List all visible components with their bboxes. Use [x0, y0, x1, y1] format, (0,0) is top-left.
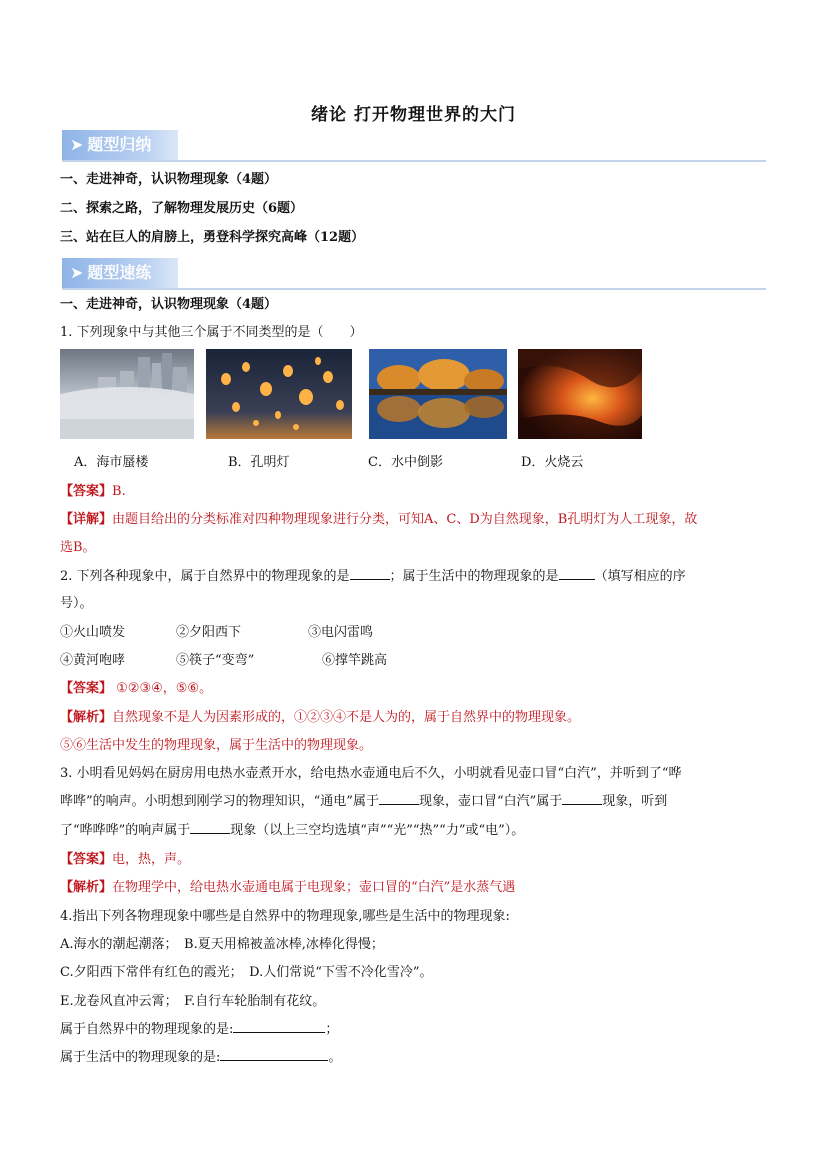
q1-detail-cont: 选B。	[60, 540, 96, 555]
option-a: A．海市蜃楼	[74, 455, 149, 470]
detail-text: 由题目给出的分类标准对四种物理现象进行分类，可知A、C、D为自然现象，B孔明灯为人工现象，故	[112, 512, 698, 527]
section-banner-practice	[62, 258, 178, 288]
mirage-icon	[60, 349, 194, 439]
banner-label: 题型归纳	[87, 135, 152, 154]
item-4: ④黄河咆哮	[60, 653, 126, 668]
stem-text: ；属于生活中的物理现象的是	[389, 569, 559, 584]
outline-item-2: 二、探索之路，了解物理发展历史（6题）	[60, 201, 304, 216]
q1-answer	[60, 480, 126, 499]
answer-blank[interactable]	[350, 567, 390, 580]
option-d: D．火烧云	[521, 455, 584, 470]
question-3-line-2	[60, 790, 667, 809]
divider	[62, 288, 766, 290]
fill-end: 。	[328, 1050, 342, 1065]
question-4-fill-1	[60, 1018, 338, 1037]
detail-tag: 【详解】	[60, 512, 113, 527]
fill-label: 属于生活中的物理现象的是:	[60, 1050, 221, 1065]
item-2: ②夕阳西下	[176, 625, 242, 640]
stem-text: （填写相应的序	[594, 569, 686, 584]
option-c: C．水中倒影	[368, 455, 443, 470]
item-6: ⑥撑竿跳高	[322, 653, 388, 668]
answer-tag: 【答案】	[60, 852, 113, 867]
answer-text: B.	[112, 484, 126, 499]
option-b: B．孔明灯	[228, 455, 290, 470]
question-4-items-ef: E.龙卷风直冲云霄； F.自行车轮胎制有花纹。	[60, 994, 326, 1009]
question-2-stem	[60, 565, 686, 584]
section-banner-summary	[62, 130, 178, 160]
fill-label: 属于自然界中的物理现象的是:	[60, 1022, 234, 1037]
answer-blank[interactable]	[190, 821, 230, 834]
analysis-tag: 【解析】	[60, 710, 113, 725]
outline-item-1: 一、走进神奇，认识物理现象（4题）	[60, 172, 278, 187]
arrow-right-icon: ➤	[70, 135, 84, 154]
answer-blank[interactable]	[220, 1048, 328, 1061]
q3-analysis	[60, 876, 515, 895]
answer-blank[interactable]	[559, 567, 595, 580]
stem-text: 现象（以上三空均选填“声”“光”“热”“力”或“电”）。	[230, 823, 525, 838]
item-5: ⑤筷子“变弯”	[176, 653, 255, 668]
question-1-stem: 1. 下列现象中与其他三个属于不同类型的是（ ）	[60, 325, 363, 340]
lanterns-icon	[206, 349, 352, 439]
q1-detail	[60, 508, 697, 527]
question-4-fill-2	[60, 1046, 341, 1065]
banner-label: 题型速练	[87, 263, 152, 282]
item-3: ③电闪雷鸣	[308, 625, 374, 640]
section-heading: 一、走进神奇，认识物理现象（4题）	[60, 297, 278, 312]
answer-text: 电，热，声。	[112, 852, 191, 867]
divider	[62, 160, 766, 162]
answer-blank[interactable]	[233, 1020, 325, 1033]
analysis-text: 自然现象不是人为因素形成的，①②③④不是人为的，属于自然界中的物理现象。	[112, 710, 581, 725]
analysis-text: 在物理学中，给电热水壶通电属于电现象；壶口冒的“白汽”是水蒸气遇	[112, 880, 516, 895]
q2-analysis	[60, 706, 580, 725]
question-3-line-3	[60, 819, 524, 838]
stem-text: 了“哗哗哗”的响声属于	[60, 823, 191, 838]
page-title: 绪论 打开物理世界的大门	[311, 105, 516, 125]
answer-text: ①②③④，⑤⑥。	[112, 681, 213, 696]
item-1: ①火山喷发	[60, 625, 126, 640]
fill-end: ；	[325, 1022, 339, 1037]
question-4-stem: 4.指出下列各物理现象中哪些是自然界中的物理现象,哪些是生活中的物理现象:	[60, 909, 510, 924]
q2-answer	[60, 677, 212, 696]
question-2-stem-cont: 号）。	[60, 596, 93, 611]
outline-item-3: 三、站在巨人的肩膀上，勇登科学探究高峰（12题）	[60, 230, 365, 245]
answer-tag: 【答案】	[60, 484, 113, 499]
stem-text: 现象，听到	[602, 794, 668, 809]
analysis-tag: 【解析】	[60, 880, 113, 895]
q3-answer	[60, 848, 190, 867]
sunset-icon	[518, 349, 642, 439]
q2-analysis-cont: ⑤⑥生活中发生的物理现象，属于生活中的物理现象。	[60, 738, 373, 753]
answer-tag: 【答案】	[60, 681, 113, 696]
stem-text: 现象，壶口冒“白汽”属于	[418, 794, 563, 809]
stem-text: 2. 下列各种现象中，属于自然界中的物理现象的是	[60, 569, 350, 584]
question-4-items-ab: A.海水的潮起潮落； B.夏天用棉被盖冰棒,冰棒化得慢；	[60, 937, 384, 952]
question-4-items-cd: C.夕阳西下常伴有红色的霞光； D.人们常说“下雪不冷化雪冷”。	[60, 965, 433, 980]
question-3-line-1: 3. 小明看见妈妈在厨房用电热水壶煮开水，给电热水壶通电后不久，小明就看见壶口冒“白汽”，并听到了“哗	[60, 766, 682, 781]
answer-blank[interactable]	[562, 792, 602, 805]
arrow-right-icon: ➤	[70, 263, 84, 282]
stem-text: 哗哗”的响声。小明想到刚学习的物理知识，“通电”属于	[60, 794, 379, 809]
reflection-icon	[369, 349, 507, 439]
answer-blank[interactable]	[379, 792, 419, 805]
